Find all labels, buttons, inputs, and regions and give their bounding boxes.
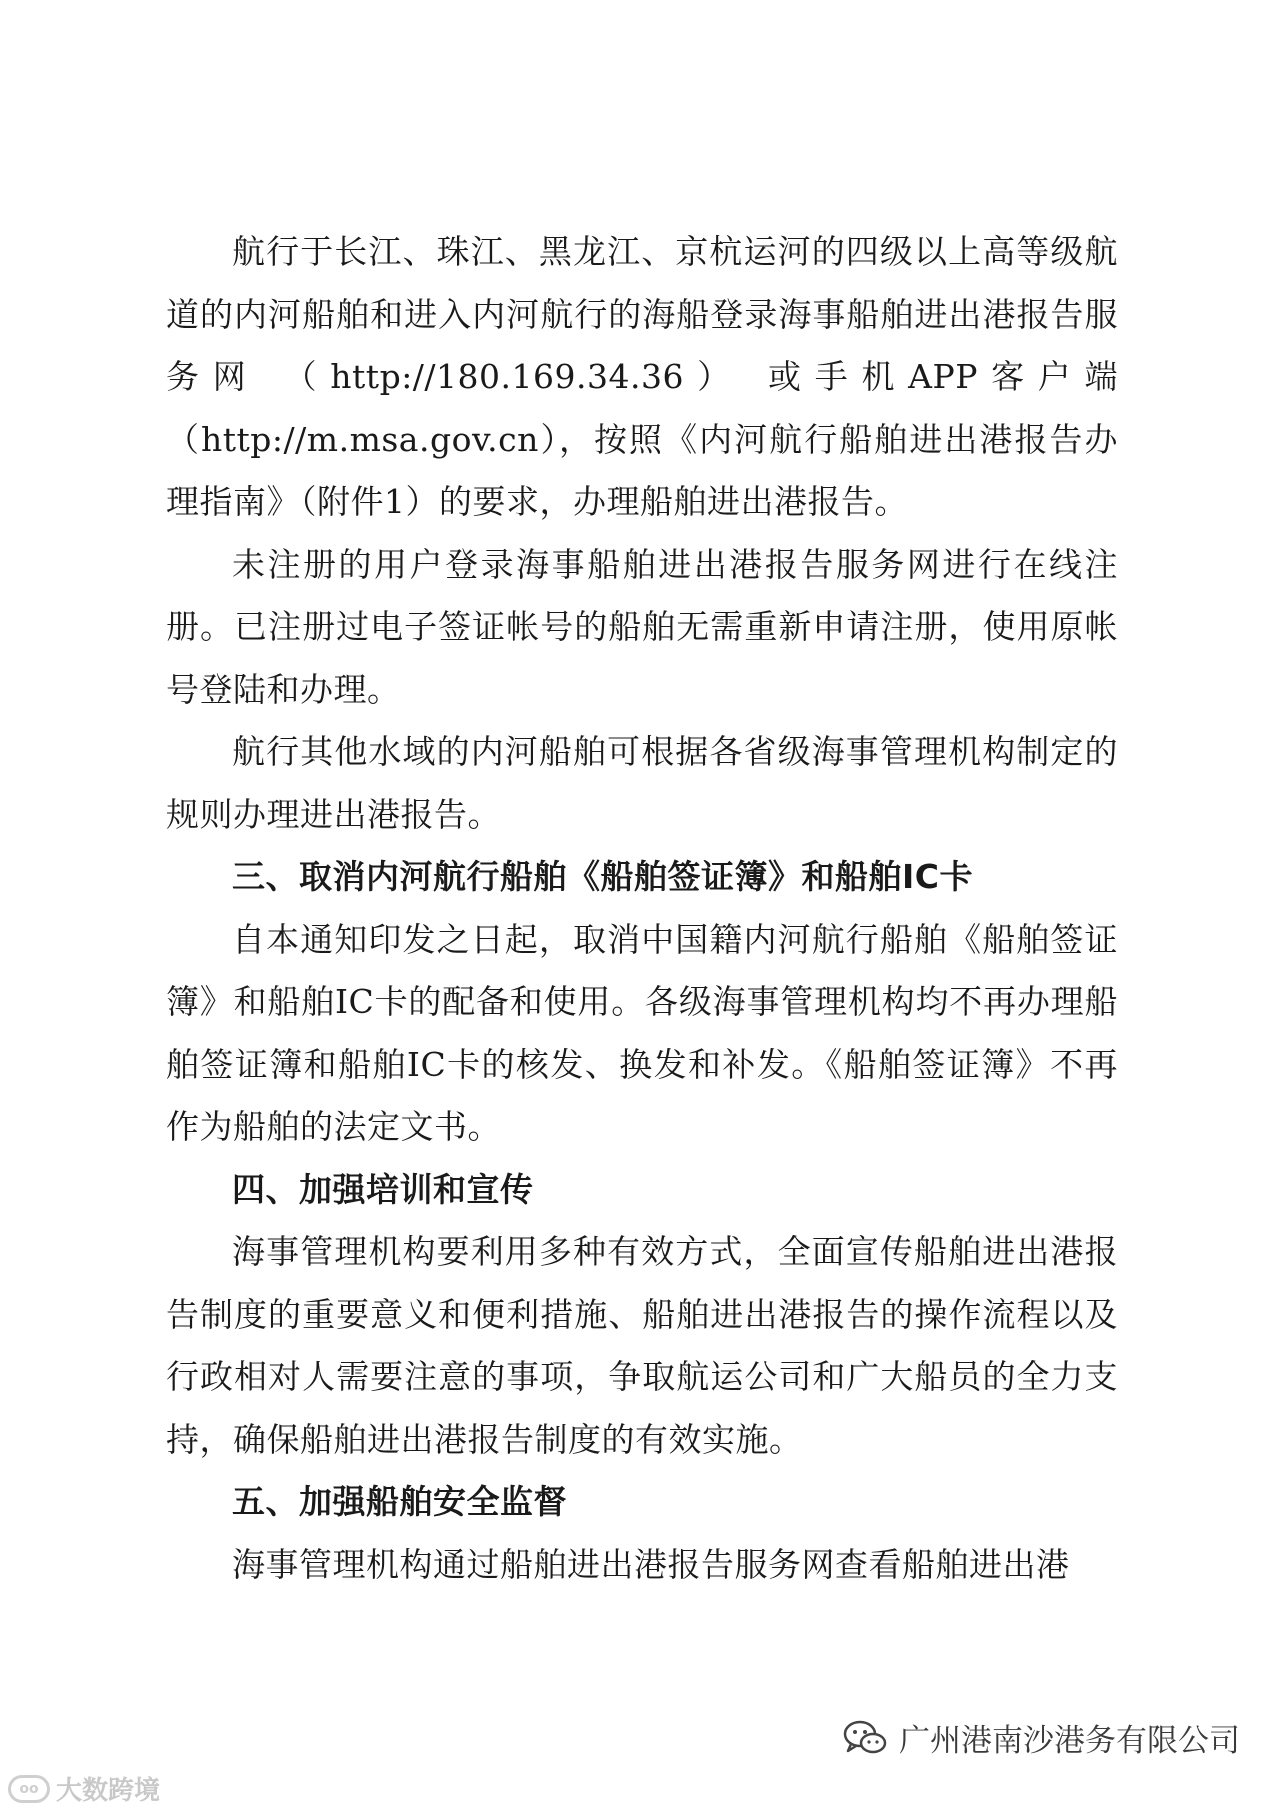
paragraph-report-requirement: 航行于长江、珠江、黑龙江、京杭运河的四级以上高等级航道的内河船舶和进入内河航行的海船登录海事船舶进出港报告服务网 （http://180.169.34.36） 或手机APP客户端（http://m.msa.gov.cn），按照《内河航行船舶进出港报告办理指南》（附件1）的要求，办理船舶进出港报告。 bbox=[166, 232, 1118, 521]
wechat-icon bbox=[843, 1720, 887, 1756]
heading-section-3: 三、取消内河航行船舶《船舶签证簿》和船舶IC卡 bbox=[232, 857, 973, 896]
wechat-account-name: 广州港南沙港务有限公司 bbox=[899, 1723, 1240, 1759]
document-body bbox=[166, 221, 1118, 1596]
paragraph-other-waters: 航行其他水域的内河船舶可根据各省级海事管理机构制定的规则办理进出港报告。 bbox=[166, 732, 1118, 834]
brand-watermark bbox=[8, 1770, 160, 1807]
paragraph-registration: 未注册的用户登录海事船舶进出港报告服务网进行在线注册。已注册过电子签证帐号的船舶无需重新申请注册，使用原帐号登陆和办理。 bbox=[166, 544, 1118, 709]
heading-section-5: 五、加强船舶安全监督 bbox=[232, 1482, 567, 1521]
paragraph-cancel-visa-book: 自本通知印发之日起，取消中国籍内河航行船舶《船舶签证簿》和船舶IC卡的配备和使用。各级海事管理机构均不再办理船舶签证簿和船舶IC卡的核发、换发和补发。《船舶签证簿》不再作为船舶的法定文书。 bbox=[166, 919, 1118, 1146]
loop-logo-icon: oo bbox=[8, 1775, 50, 1803]
paragraph-training-publicity: 海事管理机构要利用多种有效方式，全面宣传船舶进出港报告制度的重要意义和便利措施、船舶进出港报告的操作流程以及行政相对人需要注意的事项，争取航运公司和广大船员的全力支持，确保船舶进出港报告制度的有效实施。 bbox=[166, 1232, 1118, 1459]
heading-section-4: 四、加强培训和宣传 bbox=[232, 1169, 534, 1209]
wechat-account-watermark bbox=[843, 1715, 1240, 1760]
paragraph-safety-supervision: 海事管理机构通过船舶进出港报告服务网查看船舶进出港 bbox=[232, 1544, 1070, 1584]
brand-watermark-text: 大数跨境 bbox=[56, 1776, 161, 1806]
